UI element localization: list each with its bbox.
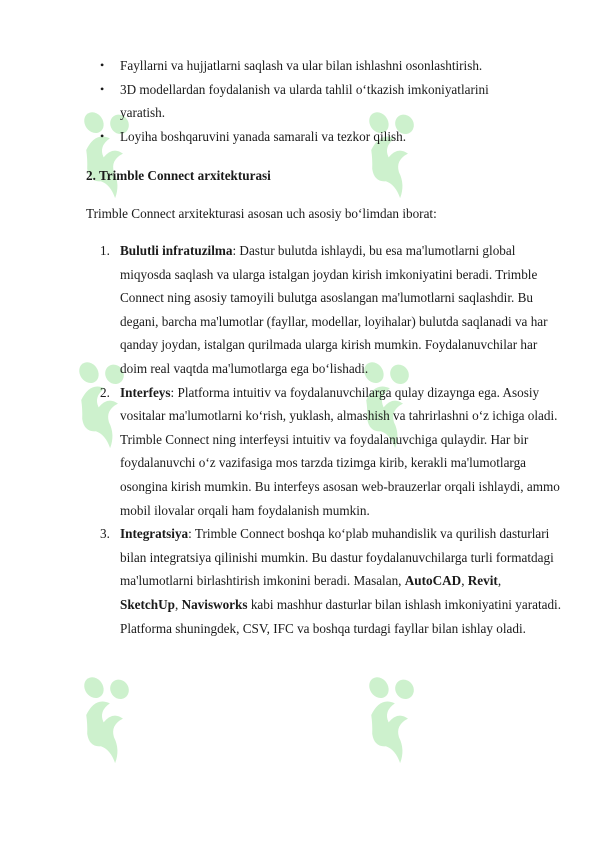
watermark-mark	[345, 662, 446, 768]
section-heading: 2. Trimble Connect arxitekturasi	[86, 168, 271, 183]
software-name: Navisworks	[181, 596, 248, 612]
bullet-text: 3D modellardan foydalanish va ularda tahlil o‘tkazish imkoniyatlarini yaratish.	[120, 81, 489, 121]
bullet-item	[98, 125, 568, 149]
item-number: 1.	[100, 243, 110, 258]
bullet-dot: •	[100, 58, 105, 72]
watermark-mark	[60, 662, 161, 768]
list-item	[100, 239, 562, 381]
numbered-list	[100, 239, 562, 640]
intro-paragraph: Trimble Connect arxitekturasi asosan uch asosiy bo‘limdan iborat:	[86, 206, 437, 221]
item-term: Integratsiya	[120, 526, 189, 542]
item-text: kabi mashhur dasturlar bilan ishlash imkoniyatini yaratadi. Platforma shuningdek, CSV, IFC va boshqa turdagi fayllar bilan ishlay oladi.	[120, 596, 562, 636]
item-text: : Trimble Connect boshqa ko‘plab muhandislik va qurilish dasturlari bilan integratsiya qilinishi mumkin. Bu dastur foydalanuvchilarga turli formatdagi ma'lumotlarni birlashtirish imkonini beradi. Masalan,	[120, 526, 554, 589]
bullet-dot: •	[100, 128, 105, 143]
separator: ,	[497, 573, 502, 589]
software-name: SketchUp	[120, 596, 175, 612]
software-name: Revit	[467, 573, 498, 589]
bullet-list	[98, 54, 568, 148]
bullet-item	[98, 78, 568, 125]
bullet-text: Loyiha boshqaruvini yanada samarali va tezkor qilish.	[120, 128, 407, 144]
item-number: 2.	[100, 384, 110, 400]
item-term: Interfeys	[120, 384, 171, 400]
bullet-item	[98, 54, 568, 78]
bullet-text: Fayllarni va hujjatlarni saqlash va ular bilan ishlashni osonlashtirish.	[120, 58, 483, 73]
item-number: 3.	[100, 526, 110, 542]
list-item	[100, 522, 562, 640]
separator: ,	[174, 596, 182, 612]
bullet-dot: •	[100, 81, 105, 96]
item-term: Bulutli infratuzilma	[120, 243, 233, 258]
item-text: : Dastur bulutda ishlaydi, bu esa ma'lumotlarni global miqyosda saqlash va ularga istalgan joydan kirish imkoniyatini beradi. Trimble Connect ning asosiy tamoyili bulutga asoslangan ma'lumotlarni saqlashdir. Bu degani, barcha ma'lumotlar (fayllar, modellar, loyihalar) bulutda saqlanadi va har qanday joydan, istalgan qurilmada ularga kirish mumkin. Foydalanuvchilar har doim real vaqtda ma'lumotlarga ega bo‘lishadi.	[120, 243, 548, 376]
software-name: AutoCAD	[404, 573, 462, 589]
item-text: : Platforma intuitiv va foydalanuvchilarga qulay dizaynga ega. Asosiy vositalar ma'lumotlarni ko‘rish, yuklash, almashish va tahrirlashni o‘z ichiga oladi. Trimble Connect ning interfeysi intuitiv va foydalanuvchiga qulaydir. Har bir foydalanuvchi o‘z vazifasiga mos tarzda tizimga kirib, kerakli ma'lumotlarga osongina kirish mumkin. Bu interfeys asosan web-brauzerlar orqali ishlaydi, ammo mobil ilovalar orqali ham foydalanish mumkin.	[120, 384, 560, 518]
separator: ,	[461, 573, 468, 589]
list-item	[100, 381, 562, 523]
